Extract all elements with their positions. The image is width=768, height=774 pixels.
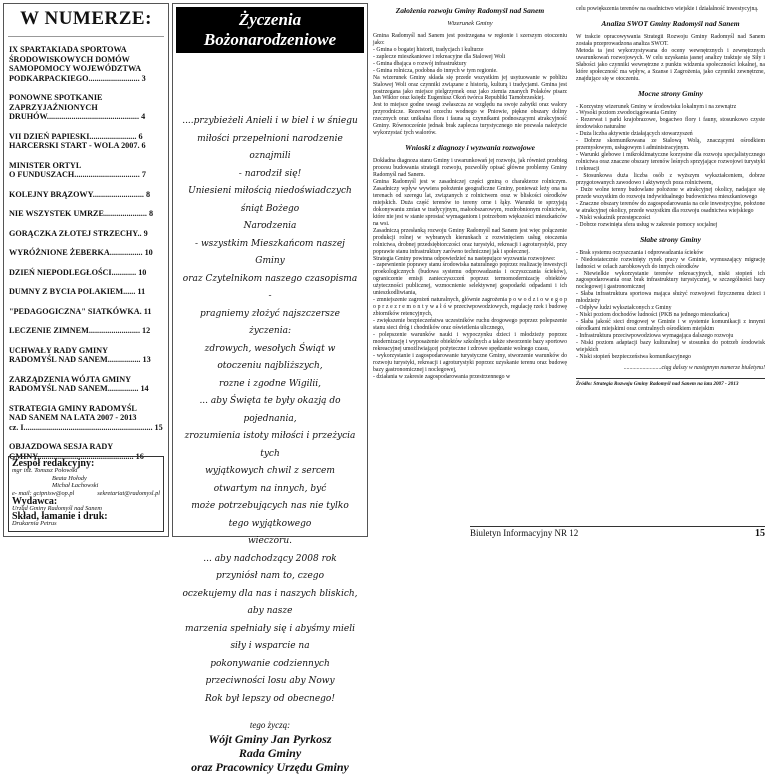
swot-column bbox=[576, 6, 765, 388]
strengths-list: - Korzystny wizerunek Gminy w środowisku lokalnym i na zewnątrz - Wysoki poziom zwodociągowania Gminy - Rezerwat i parki krajobrazowe, bogactwo flory i fauny, stosunkowo czyste środowisko naturalne - Duża liczba aktywnie działających stowarzyszeń - Dobrze skomunikowana ze Stalową Wolą, znaczącymi ośrodkiem przemysłowym, usługowym i administracyjnym. - Warunki glebowe i mikroklimatyczne korzystne dla rozwoju specjalistycznego rolnictwa oraz znaczne obszary terenów leśnych sprzyjające rozwojowi turystyki i rekreacji - Stosunkowa duża liczba osób z wyższym wykształceniem, dobrze przygotowanych zawodowo i aktywnych poza rolnictwem, - Duże wolne tereny budowlane położone w atrakcyjnej okolicy, nadające się przede wszystkim do rozwoju indywidualnego budownictwa mieszkaniowego - Znaczne obszary terenów do zagospodarowania na cele inwestycyjne, położone w atrakcyjnej okolicy, przede wszystkim dla rozwoju osadnictwa wiejskiego - Niski wskaźnik przestępczości - Dobrze rozwinięta sfera usług w zakresie pomocy socjalnej bbox=[576, 103, 765, 228]
toc-item[interactable]: UCHWAŁY RADY GMINY RADOMYŚL NAD SANEM................ 13 bbox=[9, 345, 151, 364]
toc-item[interactable]: ZARZĄDZENIA WÓJTA GMINY RADOMYŚL NAD SANEM............... 14 bbox=[9, 374, 149, 393]
christmas-greetings-panel bbox=[172, 3, 368, 774]
source-note: Źródło: Strategia Rozwoju Gminy Radomyśl nad Sanem na lata 2007 - 2013 bbox=[576, 378, 765, 388]
page-footer bbox=[470, 526, 765, 539]
printer-name: Drukarnia Petrus bbox=[12, 520, 57, 528]
greetings-title: Życzenia Bożonarodzeniowe bbox=[176, 7, 364, 53]
page-number: 15 bbox=[755, 528, 765, 539]
article-paragraph: Gmina Radomyśl nad Sanem jest postrzegana w regionie i szerszym otoczeniu jako: - Gmina o bogatej historii, tradycjach i kulturze - zaplecze mieszkaniowe i rekreacyjne dla Stalowej Woli - Gmina dbająca o rozwój infrastruktury - Gmina rolnicza, podobna do innych w tym regionie. Na wizerunek Gminy składa się przede wszystkim jej usytuowanie w pobliżu Stalowej Woli oraz czynniki związane z historią, kulturą i tradycjami. Gmina jest postrzegana jako miejsce pielgrzymek oraz jako ziemia znanych Polaków pisarz Jan Wiktor oraz księdz Eugeniusz Okoń twórca Republiki Tarnobrzeskiej. Jest to miejsce godne uwagi zwłaszcza ze względu na swoje zabytki oraz walory przyrodnicze. Rezerwat orzechu wodnego w Pniowie, piękne obszary doliny rzecznych oraz unikalna flora i fauna są czynnikami podnoszącymi atrakcyjność Gminy. Równocześnie jednak brak zaplecza turystycznego nie pozwala należycie wykorzystać tych walorów. bbox=[373, 32, 567, 137]
greetings-body: ....przybieżeli Anieli i w biel i w śniegu miłości przepełnioni narodzenie oznajmili - narodził się! Uniesieni miłością niedoświadczych śniąt Bożego Narodzenia - wszystkim Mieszkańcom naszej Gminy oraz Czytelnikom naszego czasopisma - pragniemy złożyć najszczersze życzenia: zdrowych, wesołych Świąt w otoczeniu najbliższych, rozne i zgodne Wigilii, ... aby Święta te były okazją do pojednania, zrozumienia istoty miłości i przeżycia tych wyjątkowych chwil z sercem otwartym na innych, być może potrzebujących nas nie tylko tego wyjątkowego wieczoru. ... aby nadchodzący 2008 rok przyniósł nam to, czego oczekujemy dla nas i naszych bliskich, aby nasze marzenia spełniały się i abyśmy mieli siły i wsparcie na pokonywanie codziennych przeciwności losu aby Nowy Rok był lepszy od obecnego! bbox=[182, 116, 358, 704]
toc-item[interactable]: VII DZIEŃ PAPIESKI....................... 6 HARCERSKI START - WOLA 2007. 6 bbox=[9, 131, 146, 150]
toc-item[interactable]: "PEDAGOGICZNA" SIATKÓWKA. 11 bbox=[9, 306, 152, 316]
swot-intro: celu powiększenia terenów na osadnictwo wiejskie i działalność inwestycyjną. bbox=[576, 6, 759, 12]
publisher-name: Urząd Gminy Radomyśl nad Sanem bbox=[12, 505, 102, 513]
toc-item[interactable]: PONOWNE SPOTKANIE ZAPRZYJAŹNIONYCH DRUHÓW............................................. 4 bbox=[9, 93, 146, 121]
toc-item[interactable]: GORĄCZKA ZŁOTEJ STRZECHY.. 9 bbox=[9, 228, 148, 238]
weaknesses-list: - Brak systemu oczyszczania i odprowadzania ścieków - Niedostatecznie rozwinięty rynek pracy w Gminie, wymuszający migrację ludności w celach zarobkowych do innych ośrodków - Niewielkie wykorzystanie terenów rekreacyjnych, niski stopień ich zagospodarowania oraz brak infrastruktury turystycznej, w szczególności bazy noclegowej i gastronomicznej - Słaba infrastruktura sportowa mająca służyć rozwojowi fizycznemu dzieci i młodzieży - Odpływ ludzi wykształconych z Gminy - Niski poziom dochodów ludności (PKB na jednego mieszkańca) - Słaba jakość sieci drogowej w Gminie i w systemie komunikacji z innymi ośrodkami miejskimi oraz centralnych ośrodkiem miejskim - Infrastruktura przeciwpowodziowa wymagająca dalszego rozwoju - Niski poziom adaptacji bazy kulturalnej w stosunku do potrzeb środowisk wiejskich - Niski stopień bezpieczeństwa komunikacyjnego bbox=[576, 249, 765, 360]
swot-paragraph: W trakcie opracowywania Strategii Rozwoju Gminy Radomyśl nad Sanem została przeprowadzona analiza SWOT. Metoda ta jest wykorzystywana do oceny wewnętrznych i zewnętrznych uwarunkowań rozwojowych. W celu uzyskania jasnej analizy traktuje się Siły i Słabości jako czynniki wewnętrzne z punktu widzenia społeczności lokalnej, na które społeczność ma wpływ, a Szanse i Zagrożenia, jako czynniki zewnętrzne, znajdujące się w otoczeniu. bbox=[576, 33, 765, 82]
article-title: Założenia rozwoju Gminy Radomyśl nad Sanem bbox=[395, 6, 545, 15]
editor-name: mgr inż. Tomasz Połowski bbox=[12, 467, 78, 475]
toc-item[interactable]: DZIEŃ NIEPODLEGŁOŚCI............ 10 bbox=[9, 267, 147, 277]
toc-item[interactable]: IX SPARTAKIADA SPORTOWA ŚRODOWISKOWYCH DOMÓW SAMOPOMOCY WOJEWÓDZTWA PODKARPACKIEGO......................... 3 bbox=[9, 45, 146, 83]
editorial-title: Zespół redakcyjny: bbox=[12, 457, 95, 469]
toc-item[interactable]: OBJAZDOWA SESJA RADY GMINY............................................... 16 bbox=[9, 442, 144, 461]
email-link[interactable]: e- mail: gcipnisw@op.pl bbox=[12, 490, 75, 498]
greetings-signature bbox=[176, 718, 364, 774]
toc-item[interactable]: LECZENIE ZIMNEM......................... 12 bbox=[9, 326, 151, 335]
toc-item[interactable]: STRATEGIA GMINY RADOMYŚL NAD SANEM NA LATA 2007 - 2013 cz. I............................................................... 15 bbox=[9, 403, 163, 432]
toc-title: W NUMERZE: bbox=[8, 4, 164, 37]
editor-name: Michał Łachowski bbox=[52, 482, 99, 490]
toc-list bbox=[4, 45, 168, 461]
email-link[interactable]: sekretariat@radomysl.pl bbox=[97, 490, 160, 498]
print-label: Skład, łamanie i druk: bbox=[12, 510, 108, 522]
toc-item[interactable]: NIE WSZYSTEK UMRZE..................... 8 bbox=[9, 209, 154, 218]
article-paragraph: Dokładna diagnoza stanu Gminy i uwarunkowań jej rozwoju, jak również przebieg procesu budowania strategii rozwoju, pozwoliły opisać główne problemy Gminy Radomyśl nad Sanem. Gmina Radomyśl jest w zasadniczej części gminą o charakterze rolniczym. Zasadniczy wpływ wywiera położenie geograficzne Gminy, ponieważ leży ona na terenach od szeregu lat, związanych z rolnictwem oraz w bliskości ośrodków miejskich. Duża część terenów to tereny orne i łąky. Warunki te sprzyjają dokonywaniu zmian w tradycyjnym, małoobszarowym, rozdrobnionym rolnictwie, które nie jest w stanie sprostać wymaganiom i potrzebom większości mieszkańców na wsi. Zasadniczą przesłanką rozwoju Gminy Radomyśl nad Sanem jest więc połączenie produkcji rolnej w wybranych kierunkach z rozwinięciem usług otoczenia rolnictwa, drobnej przedsiębiorczości oraz turystyki, rekreacji i agroturystyki, przy poprawie stanu infrastruktury zarówno technicznej jak i społecznej. Strategia Gminy powinna odpowiedzieć na następujące wyzwania rozwojowe: - zapewnienie poprawy stanu środowiska naturalnego poprzez realizację inwestycji proekologicznych (budowa systemu odprowadzania i oczyszczania ścieków), ograniczenie emisji zanieczyszczeń poprzez termomodernizację obiektów użyteczności publicznej, wzmocnienie selektywnej gospodarki odpadami i ich unieszkodliwiania, - zmniejszenie zagrożeń naturalnych, głównie zagrożenia p o w o d z i o w e g o p o p r z e z r e m o n t y w a ł ó w przeciwpowodziowych, regulację rzek i budowę zbiorników retencyjnych, - zwiększenie bezpieczeństwa uczestników ruchu drogowego poprzez polepszenie stanu sieci dróg i chodników oraz oświetlenia ulicznego, - polepszenie warunków nauki i wypoczynku dzieci i młodzieży poprzez modernizację i wyposażenie obiektów szkolnych a także stworzenie bazy sportowo rekreacyjnej umożliwiającej pożyteczne i zdrowe spędzanie wolnego czasu, - wykorzystanie i zagospodarowanie turystyczne Gminy, stworzenie warunków do rozwoju turystyki, rekreacji i agroturystyki poprzez uzyskanie terenu oraz budowę bazy gastronomicznej i noclegowej, - działania w zakresie zagospodarowania przestrzennego w bbox=[373, 158, 567, 380]
toc-item[interactable]: MINISTER ORTYL O FUNDUSZACH................................ 7 bbox=[9, 160, 146, 179]
toc-item[interactable]: DUMNY Z BYCIA POLAKIEM...... 11 bbox=[9, 287, 146, 296]
weaknesses-heading: Słabe strony Gminy bbox=[640, 234, 701, 244]
signature-line: oraz Pracownicy Urzędu Gminy bbox=[191, 760, 349, 774]
strengths-heading: Mocne strony Gminy bbox=[637, 88, 703, 98]
publisher-label: Wydawca: bbox=[12, 495, 58, 507]
editor-name: Beata Hołody bbox=[52, 474, 87, 482]
signature-line: Rada Gminy bbox=[238, 746, 302, 760]
article-column bbox=[373, 6, 567, 381]
toc-item[interactable]: WYRÓŻNIONE ŻEBERKA................ 10 bbox=[9, 248, 153, 257]
bulletin-label: Biuletyn Informacyjny NR 12 bbox=[470, 528, 579, 538]
continued-note: ..........................ciąg dalszy w następnym numerze biuletynu! bbox=[623, 364, 765, 371]
toc-item[interactable]: KOLEJNY BRĄZOWY......................... 8 bbox=[9, 189, 151, 199]
article-subtitle: Wizerunek Gminy bbox=[447, 19, 493, 27]
table-of-contents-panel bbox=[3, 3, 169, 537]
editorial-box bbox=[8, 456, 164, 532]
section-heading: Wnioski z diagnozy i wyzwania rozwojowe bbox=[405, 143, 535, 153]
signature-intro: tego życzą: bbox=[249, 720, 291, 730]
signature-line: Wójt Gminy Jan Pyrkosz bbox=[208, 732, 332, 746]
swot-title: Analiza SWOT Gminy Radomyśl nad Sanem bbox=[601, 18, 740, 28]
